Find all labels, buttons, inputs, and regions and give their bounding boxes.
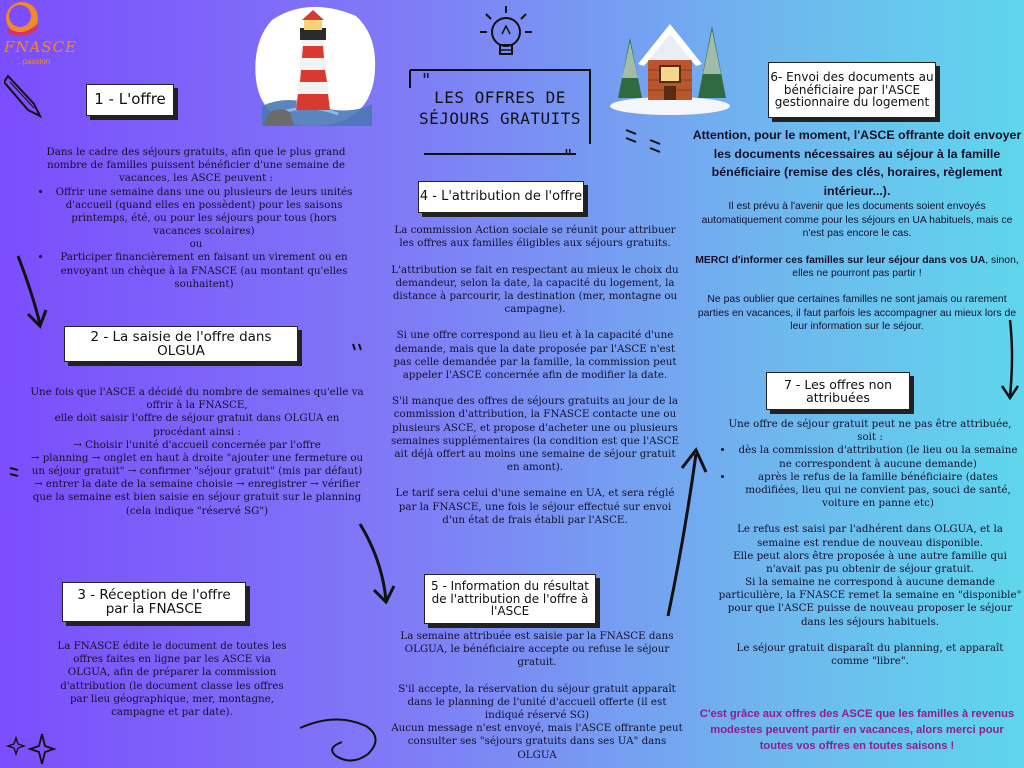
section5-title-line3: l'ASCE <box>490 604 530 619</box>
main-title-block <box>404 66 596 166</box>
section6-bold: Attention, pour le moment, l'ASCE offrante doit envoyer les documents nécessaires au séjour à la famille bénéficiaire (remise des clés, horaires, règlement intérieur...). <box>692 128 1022 198</box>
section6-title-line2: bénéficiaire par l'ASCE <box>783 82 921 97</box>
section5-title-line1: 5 - Information du résultat <box>431 579 589 594</box>
section6-p1: Il est prévu à l'avenir que les documents soient envoyés automatiquement comme pour les séjours en UA habituels, mais ce n'est pas encore le cas. <box>701 201 1013 240</box>
section1-intro: Dans le cadre des séjours gratuits, afin que le plus grand nombre de familles puissent bénéficier d'une semaine de vacances, les ASCE peuvent : <box>46 146 346 185</box>
snowy-chalet-icon <box>608 8 732 116</box>
section2-title: 2 - La saisie de l'offre dans OLGUA <box>64 326 298 362</box>
arrow-down-icon <box>352 520 402 608</box>
section2-line3: → Choisir l'unité d'accueil concernée par l'offre <box>73 438 321 451</box>
sun-logo-icon <box>2 0 46 40</box>
section4-p1: La commission Action sociale se réunit pour attribuer les offres aux familles éligibles aux séjours gratuits. <box>394 224 676 250</box>
section7-body <box>718 418 1022 668</box>
lighthouse-illustration-icon <box>248 2 380 130</box>
svg-text:": " <box>564 146 573 166</box>
arrow-down-icon <box>996 316 1024 406</box>
section2-line1: Une fois que l'ASCE a décidé du nombre de semaines qu'elle va offrir à la FNASCE, <box>30 386 364 412</box>
svg-text:": " <box>422 70 431 91</box>
section7-bullet1: • dès la commission d'attribution (le lieu ou la semaine ne correspondent à aucune demande) <box>734 444 1022 470</box>
section4-p5: Le tarif sera celui d'une semaine en UA, et sera réglé par la FNASCE, une fois le séjour effectué sur envoi d'un état de frais établi par l'ASCE. <box>395 487 675 526</box>
section7-list <box>718 444 1022 510</box>
section7-p3: Si la semaine ne correspond à aucune demande particulière, la FNASCE remet la semaine en "disponible" pour que l'ASCE puisse de nouveau proposer le séjour dans les séjours habituels. <box>718 576 1022 628</box>
section5-p1: La semaine attribuée est saisie par la FNASCE dans OLGUA, le bénéficiaire accepte ou refuse le séjour gratuit. <box>400 630 674 669</box>
section6-merci-bold: MERCI d'informer ces familles sur leur séjour dans vos UA <box>695 254 986 266</box>
section1-bullet2: • Participer financièrement en faisant un virement ou en envoyant un chèque à la FNASCE (au montant qu'elles souhaitent) <box>52 251 356 291</box>
section7-bullet2: • après le refus de la famille bénéficiaire (dates modifiées, lieu qui ne convient pas, souci de santé, voiture en panne etc) <box>734 471 1022 511</box>
section2-line4: → planning → onglet en haut à droite "ajouter une fermeture ou un séjour gratuit" → confirmer "séjour gratuit" (mis par défaut) → entrer la date de la semaine choisie → enregistrer → vérifier que la semaine est bien saisie en séjour gratuit sur le planning (cela indique "réservé SG") <box>30 451 364 517</box>
section7-p4: Le séjour gratuit disparaît du planning, et apparaît comme "libre". <box>736 641 1004 668</box>
main-title-line1: LES OFFRES DE <box>434 88 566 107</box>
section4-body <box>390 224 680 527</box>
closing-message: C'est grâce aux offres des ASCE que les familles à revenus modestes peuvent partir en vacances, alors merci pour toutes vos offres en toutes saisons ! <box>699 708 1015 753</box>
swirl-icon <box>296 712 386 768</box>
section5-title-line2: de l'attribution de l'offre à <box>431 591 589 606</box>
section2-line2: elle doit saisir l'offre de séjour gratuit dans OLGUA en procédant ainsi : <box>54 412 340 438</box>
quote-mark-icon <box>8 466 22 480</box>
arrow-down-icon <box>12 252 52 332</box>
main-title-line2: SÉJOURS GRATUITS <box>418 109 582 128</box>
brand-name: FNASCE <box>4 38 78 56</box>
section5-p3: Aucun message n'est envoyé, mais l'ASCE offrante peut consulter ses "séjours gratuits dans ses UA" dans OLGUA <box>391 722 683 761</box>
section7-title <box>766 372 910 410</box>
section1-list2 <box>36 251 356 291</box>
section5-p2: S'il accepte, la réservation du séjour gratuit apparaît dans le planning de l'unité d'accueil offerte (il est indiqué réservé SG) <box>398 682 676 722</box>
section6-title <box>768 62 936 118</box>
section3-title-line2: par la FNASCE <box>105 601 203 617</box>
section6-title-line3: gestionnaire du logement <box>774 95 930 110</box>
section5-body <box>390 630 684 762</box>
section3-title-line1: 3 - Réception de l'offre <box>77 586 231 603</box>
section7-p1: Le refus est saisi par l'adhérent dans OLGUA, et la semaine est rendue de nouveau disponible. <box>737 523 1003 549</box>
section6-merci-rest: , sinon, elles ne pourront pas partir ! <box>792 254 1019 279</box>
quote-mark-icon <box>624 126 664 158</box>
section7-intro: Une offre de séjour gratuit peut ne pas être attribuée, soit : <box>728 418 1012 444</box>
quote-mark-icon <box>350 342 364 358</box>
fnasce-logo <box>2 0 92 72</box>
section4-p4: S'il manque des offres de séjours gratuits au jour de la commission d'attribution, la FNASCE contacte une ou plusieurs ASCE, et propose d'acheter une ou plusieurs semaines supplémentaires (la condition est que l'ASCE ait déjà offert au moins une semaine de séjour gratuit en amont). <box>390 395 680 474</box>
section2-body <box>30 386 364 518</box>
brand-tagline: ...passion <box>16 57 51 66</box>
section7-title-line2: attribuées <box>806 390 870 405</box>
section6-p3: Ne pas oublier que certaines familles ne sont jamais ou rarement parties en vacances, il faut parfois les accompagner au mieux lors de leur information sur le séjour. <box>697 294 1017 332</box>
section3-body <box>52 640 292 719</box>
section6-title-line1: 6- Envoi des documents au <box>770 70 934 85</box>
section5-title <box>424 574 596 624</box>
section1-title: 1 - L'offre <box>86 84 174 116</box>
section3-text: La FNASCE édite le document de toutes les offres faites en ligne par les ASCE via OLGUA, afin de préparer la commission d'attribution (le document classe les offres par lieu géographique, mer, montagne, campagne et par date). <box>57 640 287 718</box>
section4-p2: L'attribution se fait en respectant au mieux le choix du demandeur, selon la date, la capacité du logement, la distance à parcourir, la destination (mer, montagne ou campagne). <box>391 263 679 316</box>
section7-title-line1: 7 - Les offres non <box>783 376 893 392</box>
section1-bullet1: • Offrir une semaine dans une ou plusieurs de leurs unités d'accueil (quand elles en possèdent) pour les saisons printemps, été, ou pour les séjours pour tous (hors vacances scolaires) <box>52 186 356 239</box>
section4-title: 4 - L'attribution de l'offre <box>418 181 584 213</box>
sparkle-icon <box>6 728 56 768</box>
section1-body <box>36 146 356 291</box>
section6-merci <box>692 254 1022 281</box>
section1-list <box>36 186 356 239</box>
section4-p3: Si une offre correspond au lieu et à la capacité d'une demande, mais que la date proposée par l'ASCE n'est pas celle demandée par la famille, la commission peut appeler l'ASCE concernée afin de modifier la date. <box>393 329 677 381</box>
pencil-icon <box>4 70 46 120</box>
light-bulb-icon <box>476 2 536 64</box>
section1-or: ou <box>189 238 203 251</box>
section3-title <box>62 582 246 622</box>
arrow-up-icon <box>656 440 716 620</box>
section7-p2: Elle peut alors être proposée à une autre famille qui n'avait pas pu obtenir de séjour gratuit. <box>733 549 1007 575</box>
section6-body <box>692 126 1022 333</box>
